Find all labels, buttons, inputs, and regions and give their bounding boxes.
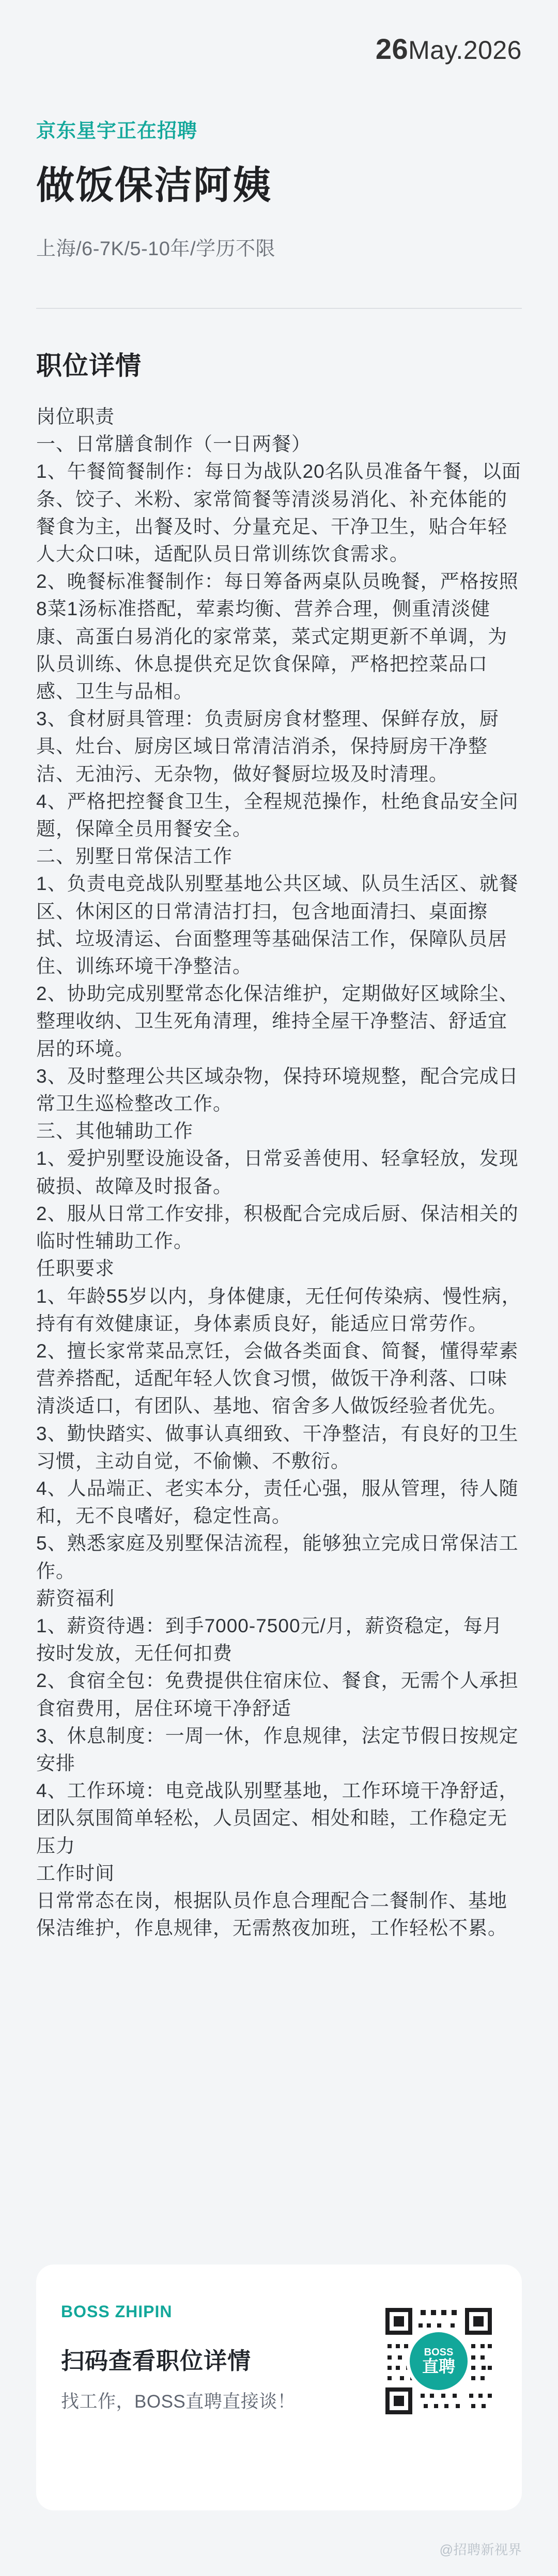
date-stamp: [376, 32, 522, 66]
boss-badge-line1: BOSS: [424, 2346, 454, 2358]
job-details-title: 职位详情: [36, 351, 142, 380]
company-recruiting-label: 京东星宇正在招聘: [36, 120, 198, 142]
job-description: 岗位职责 一、日常膳食制作（一日两餐） 1、午餐简餐制作：每日为战队20名队员准备午餐，以面条、饺子、米粉、家常简餐等清淡易消化、补充体能的餐食为主，出餐及时、分量充足、干净卫生，贴合年轻人大众口味，适配队员日常训练饮食需求。 2、晚餐标准餐制作：每日筹备两桌队员晚餐，严格按照8菜1汤标准搭配，荤素均衡、营养合理，侧重清淡健康、高蛋白易消化的家常菜，菜式定期更新不单调，为队员训练、休息提供充足饮食保障，严格把控菜品口感、卫生与品相。 3、食材厨具管理：负责厨房食材整理、保鲜存放，厨具、灶台、厨房区域日常清洁消杀，保持厨房干净整洁、无油污、无杂物，做好餐厨垃圾及时清理。 4、严格把控餐食卫生，全程规范操作，杜绝食品安全问题，保障全员用餐安全。 二、别墅日常保洁工作 1、负责电竞战队别墅基地公共区域、队员生活区、就餐区、休闲区的日常清洁打扫，包含地面清扫、桌面擦拭、垃圾清运、台面整理等基础保洁工作，保障队员居住、训练环境干净整洁。 2、协助完成别墅常态化保洁维护，定期做好区域除尘、整理收纳、卫生死角清理，维持全屋干净整洁、舒适宜居的环境。 3、及时整理公共区域杂物，保持环境规整，配合完成日常卫生巡检整改工作。 三、其他辅助工作 1、爱护别墅设施设备，日常妥善使用、轻拿轻放，发现破损、故障及时报备。 2、服从日常工作安排，积极配合完成后厨、保洁相关的临时性辅助工作。 任职要求 1、年龄55岁以内，身体健康，无任何传染病、慢性病，持有有效健康证，身体素质良好，能适应日常劳作。 2、擅长家常菜品烹饪，会做各类面食、简餐，懂得荤素营养搭配，适配年轻人饮食习惯，做饭干净利落、口味清淡适口，有团队、基地、宿舍多人做饭经验者优先。 3、勤快踏实、做事认真细致、干净整洁，有良好的卫生习惯，主动自觉，不偷懒、不敷衍。 4、人品端正、老实本分，责任心强，服从管理，待人随和，无不良嗜好，稳定性高。 5、熟悉家庭及别墅保洁流程，能够独立完成日常保洁工作。 薪资福利 1、薪资待遇：到手7000-7500元/月，薪资稳定，每月按时发放，无任何扣费 2、食宿全包：免费提供住宿床位、餐食，无需个人承担食宿费用，居住环境干净舒适 3、休息制度：一周一休，作息规律，法定节假日按规定安排 4、工作环境：电竞战队别墅基地，工作环境干净舒适，团队氛围简单轻松，人员固定、相处和睦，工作稳定无压力 工作时间 日常常态在岗，根据队员作息合理配合二餐制作、基地保洁维护，作息规律，无需熬夜加班，工作轻松不累。: [36, 406, 521, 1939]
qr-code-icon[interactable]: [380, 2303, 497, 2419]
boss-zhipin-badge: [410, 2332, 468, 2390]
boss-qr-card[interactable]: [36, 2265, 522, 2510]
date-month-year: May.2026: [408, 36, 522, 65]
watermark: @招聘新视界: [439, 2542, 522, 2557]
boss-badge-line2: 直聘: [422, 2356, 455, 2376]
boss-card-headline: 扫码查看职位详情: [61, 2348, 252, 2374]
section-divider: [36, 308, 522, 309]
date-day: 26: [375, 33, 409, 65]
job-meta: 上海/6-7K/5-10年/学历不限: [36, 238, 275, 260]
boss-zhipin-logo: BOSS ZHIPIN: [61, 2302, 173, 2321]
job-title: 做饭保洁阿姨: [36, 164, 272, 207]
boss-card-subtext: 找工作，BOSS直聘直接谈！: [61, 2392, 296, 2412]
